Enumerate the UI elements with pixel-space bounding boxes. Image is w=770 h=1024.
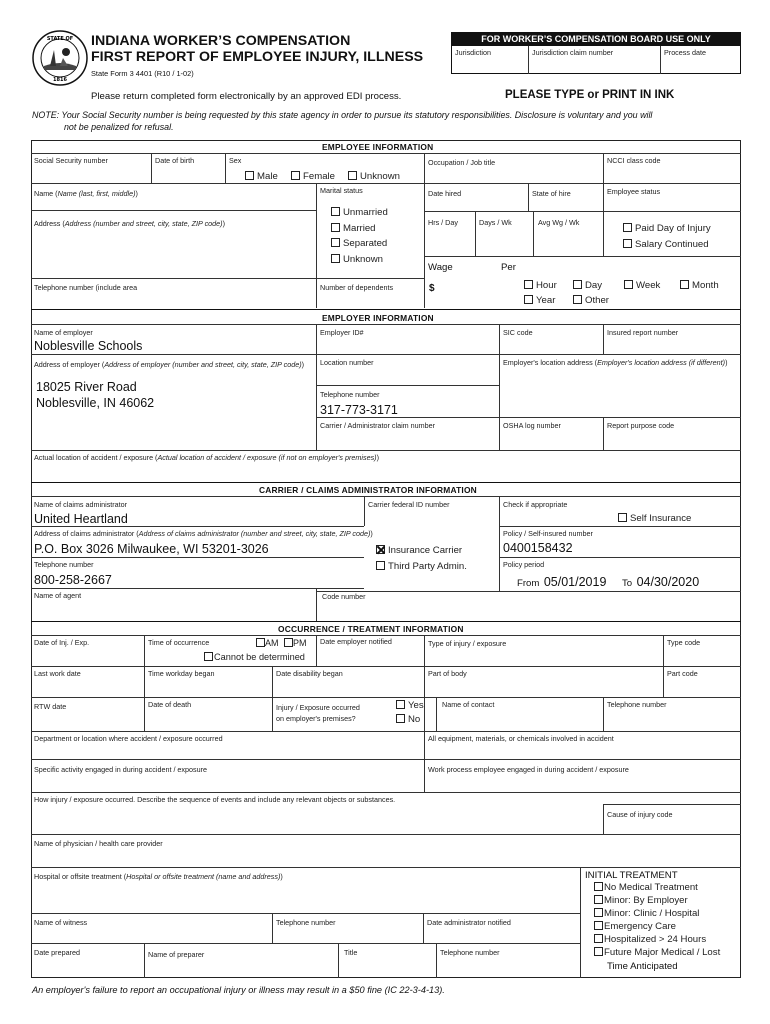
insurance-carrier-checkbox[interactable]: Insurance Carrier <box>376 545 462 556</box>
carrier-section-title: CARRIER / CLAIMS ADMINISTRATOR INFORMATION <box>259 485 477 495</box>
treatment-emergency-checkbox[interactable]: Emergency Care <box>594 921 676 932</box>
sex-female-checkbox[interactable]: Female <box>291 171 335 182</box>
dob-label: Date of birth <box>155 156 195 165</box>
form-title-line1: INDIANA WORKER’S COMPENSATION <box>91 33 351 49</box>
marital-separated-checkbox[interactable]: Separated <box>331 238 387 249</box>
process-label: Work process employee engaged in during accident / exposure <box>428 765 629 774</box>
pm-checkbox[interactable]: PM <box>284 638 307 648</box>
admin-name-label: Name of claims administrator <box>34 500 128 509</box>
employer-name-value[interactable]: Noblesville Schools <box>34 339 143 353</box>
treatment-no-medical-checkbox[interactable]: No Medical Treatment <box>594 882 698 893</box>
per-month-checkbox[interactable]: Month <box>680 280 719 291</box>
paid-day-checkbox[interactable]: Paid Day of Injury <box>623 223 711 234</box>
policy-label: Policy / Self-insured number <box>503 529 593 538</box>
avg-wg-label: Avg Wg / Wk <box>538 218 580 227</box>
date-prepared-label: Date prepared <box>34 948 80 957</box>
board-process-date-label: Process date <box>664 48 706 57</box>
board-use-title: FOR WORKER’S COMPENSATION BOARD USE ONLY <box>452 33 740 46</box>
workday-began-label: Time workday began <box>148 669 215 678</box>
type-code-label: Type code <box>667 638 701 647</box>
employee-telephone-label: Telephone number (include area <box>34 283 138 292</box>
treatment-minor-clinic-checkbox[interactable]: Minor: Clinic / Hospital <box>594 908 699 919</box>
ssn-label: Social Security number <box>34 156 108 165</box>
admin-address-label: Address of claims administrator (Address of claims administrator (number and street, city, state, ZIP code)) <box>34 529 373 538</box>
form-title-line2: FIRST REPORT OF EMPLOYEE INJURY, ILLNESS <box>91 49 424 65</box>
hrs-day-label: Hrs / Day <box>428 218 458 227</box>
marital-unmarried-checkbox[interactable]: Unmarried <box>331 207 388 218</box>
svg-text:STATE OF: STATE OF <box>46 36 74 42</box>
per-day-checkbox[interactable]: Day <box>573 280 602 291</box>
employer-id-label: Employer ID# <box>320 328 364 337</box>
per-year-checkbox[interactable]: Year <box>524 295 555 306</box>
carrier-telephone-value[interactable]: 800-258-2667 <box>34 573 112 587</box>
sex-label: Sex <box>229 156 242 165</box>
sex-unknown-checkbox[interactable]: Unknown <box>348 171 400 182</box>
wage-currency: $ <box>429 283 435 294</box>
ssn-disclosure-note: NOTE: Your Social Security number is being requested by this state agency in order to pursue its statutory responsibilities. Disclosure is voluntary and you will not be penalized for refusal. <box>32 110 653 132</box>
witness-label: Name of witness <box>34 918 88 927</box>
last-work-label: Last work date <box>34 669 81 678</box>
actual-location-label: Actual location of accident / exposure (Actual location of accident / exposure (if not on employer's premises)) <box>34 453 379 462</box>
board-use-box <box>451 32 741 74</box>
marital-unknown-checkbox[interactable]: Unknown <box>331 254 383 265</box>
am-checkbox[interactable]: AM <box>256 638 279 648</box>
form-border <box>31 140 741 978</box>
agent-label: Name of agent <box>34 591 82 600</box>
cause-code-label: Cause of injury code <box>607 810 673 819</box>
occupation-label: Occupation / Job title <box>428 158 496 167</box>
policy-to[interactable]: To 04/30/2020 <box>622 575 700 589</box>
preparer-phone-label: Telephone number <box>440 948 500 957</box>
form-number: State Form 3 4401 (R10 / 1-02) <box>91 69 194 78</box>
report-purpose-label: Report purpose code <box>607 421 675 430</box>
per-other-checkbox[interactable]: Other <box>573 295 609 306</box>
per-hour-checkbox[interactable]: Hour <box>524 280 557 291</box>
employee-section-title: EMPLOYEE INFORMATION <box>322 142 434 152</box>
time-occurrence-label: Time of occurrence <box>148 638 210 647</box>
dependents-label: Number of dependents <box>320 283 394 292</box>
policy-period-label: Policy period <box>503 560 545 569</box>
premises-yes-checkbox[interactable]: Yes <box>396 700 424 711</box>
osha-label: OSHA log number <box>503 421 561 430</box>
policy-value[interactable]: 0400158432 <box>503 541 573 555</box>
employer-telephone-label: Telephone number <box>320 390 380 399</box>
employer-address-line1[interactable]: 18025 River Road <box>36 380 137 394</box>
type-injury-label: Type of injury / exposure <box>428 639 507 648</box>
equipment-label: All equipment, materials, or chemicals involved in accident <box>428 734 614 743</box>
premises-no-checkbox[interactable]: No <box>396 714 420 725</box>
employer-section-title: EMPLOYER INFORMATION <box>322 313 434 323</box>
per-week-checkbox[interactable]: Week <box>624 280 660 291</box>
part-body-label: Part of body <box>428 669 467 678</box>
carrier-telephone-label: Telephone number <box>34 560 94 569</box>
footer-warning: An employer's failure to report an occupational injury or illness may result in a $50 fine (IC 22-3-4-13). <box>32 985 445 995</box>
how-injury-label: How injury / exposure occurred. Describe the sequence of events and include any relevant objects or substances. <box>34 795 396 804</box>
treatment-hospitalized-checkbox[interactable]: Hospitalized > 24 Hours <box>594 934 706 945</box>
wage-label: Wage <box>428 262 453 273</box>
treatment-future-major-checkbox[interactable]: Future Major Medical / Lost <box>594 947 720 958</box>
employee-address-label: Address (Address (number and street, city, state, ZIP code)) <box>34 219 225 228</box>
insured-report-label: Insured report number <box>607 328 679 337</box>
contact-phone-label: Telephone number <box>607 700 667 709</box>
per-label: Per <box>501 262 516 273</box>
premises-label-line2: on employer's premises? <box>276 714 356 723</box>
employee-name-label: Name (Name (last, first, middle)) <box>34 189 138 198</box>
board-claim-number-label: Jurisdiction claim number <box>532 48 614 57</box>
admin-address-value[interactable]: P.O. Box 3026 Milwaukee, WI 53201-3026 <box>34 542 269 556</box>
rtw-label: RTW date <box>34 702 67 711</box>
employee-status-label: Employee status <box>607 187 661 196</box>
admin-name-value[interactable]: United Heartland <box>34 512 128 526</box>
third-party-admin-checkbox[interactable]: Third Party Admin. <box>376 561 467 572</box>
check-appropriate-label: Check if appropriate <box>503 500 568 509</box>
days-wk-label: Days / Wk <box>479 218 512 227</box>
sic-label: SIC code <box>503 328 533 337</box>
location-number-label: Location number <box>320 358 374 367</box>
marital-married-checkbox[interactable]: Married <box>331 223 376 234</box>
state-hire-label: State of hire <box>532 189 571 198</box>
date-notified-label: Date employer notified <box>320 637 392 646</box>
date-injury-label: Date of Inj. / Exp. <box>34 638 90 647</box>
death-label: Date of death <box>148 700 192 709</box>
employer-address-label: Address of employer (Address of employer (number and street, city, state, ZIP code)) <box>34 360 305 369</box>
department-label: Department or location where accident / exposure occurred <box>34 734 223 743</box>
initial-treatment-title: INITIAL TREATMENT <box>585 870 678 881</box>
hospital-label: Hospital or offsite treatment (Hospital or offsite treatment (name and address)) <box>34 872 283 881</box>
self-insurance-checkbox[interactable]: Self Insurance <box>618 513 691 524</box>
premises-label-line1: Injury / Exposure occurred <box>276 703 360 712</box>
marital-label: Marital status <box>320 186 363 195</box>
code-number-label: Code number <box>322 592 366 601</box>
employer-telephone-value[interactable]: 317-773-3171 <box>320 403 398 417</box>
federal-id-label: Carrier federal ID number <box>368 500 450 509</box>
ncci-label: NCCI class code <box>607 156 661 165</box>
salary-continued-checkbox[interactable]: Salary Continued <box>623 239 709 250</box>
carrier-claim-label: Carrier / Administrator claim number <box>320 421 436 430</box>
physician-label: Name of physician / health care provider <box>34 839 163 848</box>
title-label: Title <box>344 948 358 957</box>
policy-from[interactable]: From 05/01/2019 <box>517 575 607 589</box>
part-code-label: Part code <box>667 669 698 678</box>
type-print-note: PLEASE TYPE or PRINT IN INK <box>505 89 675 101</box>
employer-name-label: Name of employer <box>34 328 93 337</box>
sex-male-checkbox[interactable]: Male <box>245 171 278 182</box>
board-jurisdiction-label: Jurisdiction <box>455 48 491 57</box>
return-note: Please return completed form electronically by an approved EDI process. <box>91 91 402 102</box>
cannot-determined-checkbox[interactable]: Cannot be determined <box>204 652 305 662</box>
contact-label: Name of contact <box>442 700 495 709</box>
date-hired-label: Date hired <box>428 189 462 198</box>
employer-address-line2[interactable]: Noblesville, IN 46062 <box>36 396 155 410</box>
admin-notified-label: Date administrator notified <box>427 918 511 927</box>
svg-text:1816: 1816 <box>53 77 67 83</box>
treatment-minor-employer-checkbox[interactable]: Minor: By Employer <box>594 895 688 906</box>
disability-began-label: Date disability began <box>276 669 343 678</box>
preparer-label: Name of preparer <box>148 950 205 959</box>
location-address-label: Employer's location address (Employer's location address (if different)) <box>503 358 728 367</box>
state-seal <box>32 30 88 86</box>
treatment-future-tail: Time Anticipated <box>607 961 678 972</box>
witness-phone-label: Telephone number <box>276 918 336 927</box>
activity-label: Specific activity engaged in during accident / exposure <box>34 765 208 774</box>
occurrence-section-title: OCCURRENCE / TREATMENT INFORMATION <box>278 624 464 634</box>
